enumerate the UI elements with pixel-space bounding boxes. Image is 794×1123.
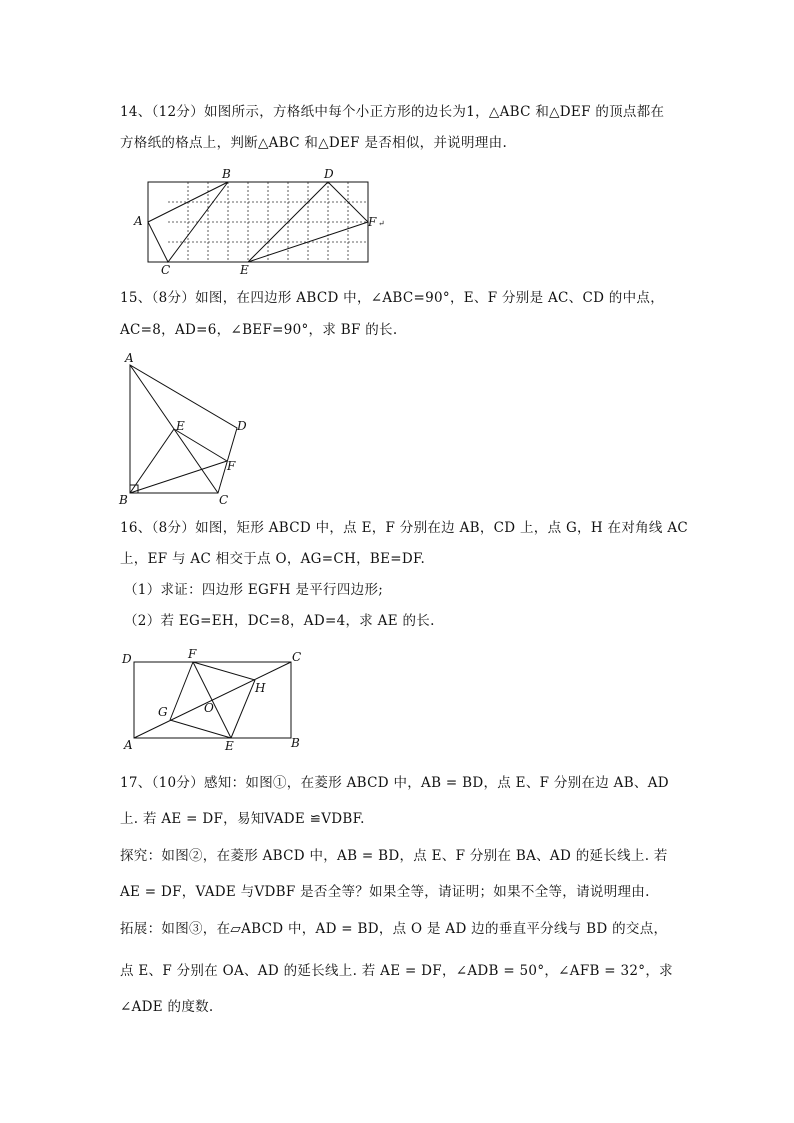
- q14-grid-figure: [128, 164, 398, 278]
- q14-text-line-1: 14、（12分）如图所示，方格纸中每个小正方形的边长为1，△ABC 和△DEF 的顶点都在: [120, 104, 665, 120]
- q17-text-line-7: ∠ADE 的度数.: [120, 999, 214, 1015]
- q17-text-line-5: 拓展：如图③，在▱ABCD 中，AD = BD，点 O 是 AD 边的垂直平分线与 BD 的交点，: [120, 921, 668, 937]
- q17-text-line-6: 点 E、F 分别在 OA、AD 的延长线上. 若 AE = DF，∠ADB = 50°，∠AFB = 32°，求: [120, 963, 673, 979]
- q16-text-line-1: 16、（8分）如图，矩形 ABCD 中，点 E，F 分别在边 AB，CD 上，点 G，H 在对角线 AC: [120, 520, 688, 536]
- q15-segment-ef: [174, 429, 227, 461]
- q16-label-o: O: [204, 701, 214, 715]
- q16-label-f: F: [188, 647, 197, 661]
- q16-label-a: A: [124, 738, 133, 752]
- q17-text-line-2: 上. 若 AE = DF，易知VADE ≌VDBF.: [120, 811, 365, 827]
- q14-label-c: C: [161, 263, 171, 277]
- q16-text-line-3: （1）求证：四边形 EGFH 是平行四边形;: [124, 582, 384, 598]
- q15-quadrilateral-figure: [115, 348, 260, 506]
- q16-label-c: C: [292, 650, 302, 664]
- q15-label-c: C: [219, 493, 229, 507]
- q17-text-line-4: AE = DF，VADE 与VDBF 是否全等？如果全等，请证明；如果不全等，请说明理由.: [120, 884, 650, 900]
- q16-label-g: G: [158, 705, 168, 719]
- q15-segment-be: [130, 429, 174, 493]
- q16-segment-hf: [193, 662, 255, 680]
- q14-label-d: D: [324, 167, 334, 181]
- q14-return-mark: ↵: [378, 219, 385, 228]
- q14-label-f: F: [368, 215, 377, 229]
- q15-label-a: A: [125, 351, 134, 365]
- q16-label-b: B: [291, 736, 300, 750]
- q14-label-a: A: [134, 214, 143, 228]
- q16-text-line-4: （2）若 EG=EH，DC=8，AD=4，求 AE 的长.: [124, 613, 435, 629]
- q15-segment-bf: [130, 461, 227, 493]
- q16-segment-ge: [170, 720, 231, 738]
- q16-text-line-2: 上，EF 与 AC 相交于点 O，AG=CH，BE=DF.: [120, 551, 426, 567]
- q16-label-e: E: [225, 739, 234, 753]
- q16-rectangle-figure: [118, 645, 308, 755]
- q14-label-e: E: [240, 263, 249, 277]
- q16-label-d: D: [122, 652, 132, 666]
- q15-text-line-2: AC=8，AD=6，∠BEF=90°，求 BF 的长.: [120, 322, 398, 338]
- q16-label-h: H: [255, 681, 266, 695]
- q17-text-line-1: 17、（10分）感知：如图①，在菱形 ABCD 中，AB = BD，点 E、F 分别在边 AB、AD: [120, 775, 669, 791]
- q15-label-e: E: [176, 419, 185, 433]
- q16-segment-eh: [231, 680, 255, 738]
- q15-label-d: D: [237, 419, 247, 433]
- q15-text-line-1: 15、（8分）如图，在四边形 ABCD 中，∠ABC=90°，E、F 分别是 AC、CD 的中点，: [120, 290, 665, 306]
- q14-label-b: B: [222, 167, 231, 181]
- q15-label-f: F: [227, 459, 236, 473]
- q17-text-line-3: 探究：如图②，在菱形 ABCD 中，AB = BD，点 E、F 分别在 BA、AD 的延长线上. 若: [120, 848, 668, 864]
- q16-segment-ef: [193, 662, 231, 738]
- q14-text-line-2: 方格纸的格点上，判断△ABC 和△DEF 是否相似，并说明理由.: [120, 135, 508, 151]
- q15-label-b: B: [119, 493, 128, 507]
